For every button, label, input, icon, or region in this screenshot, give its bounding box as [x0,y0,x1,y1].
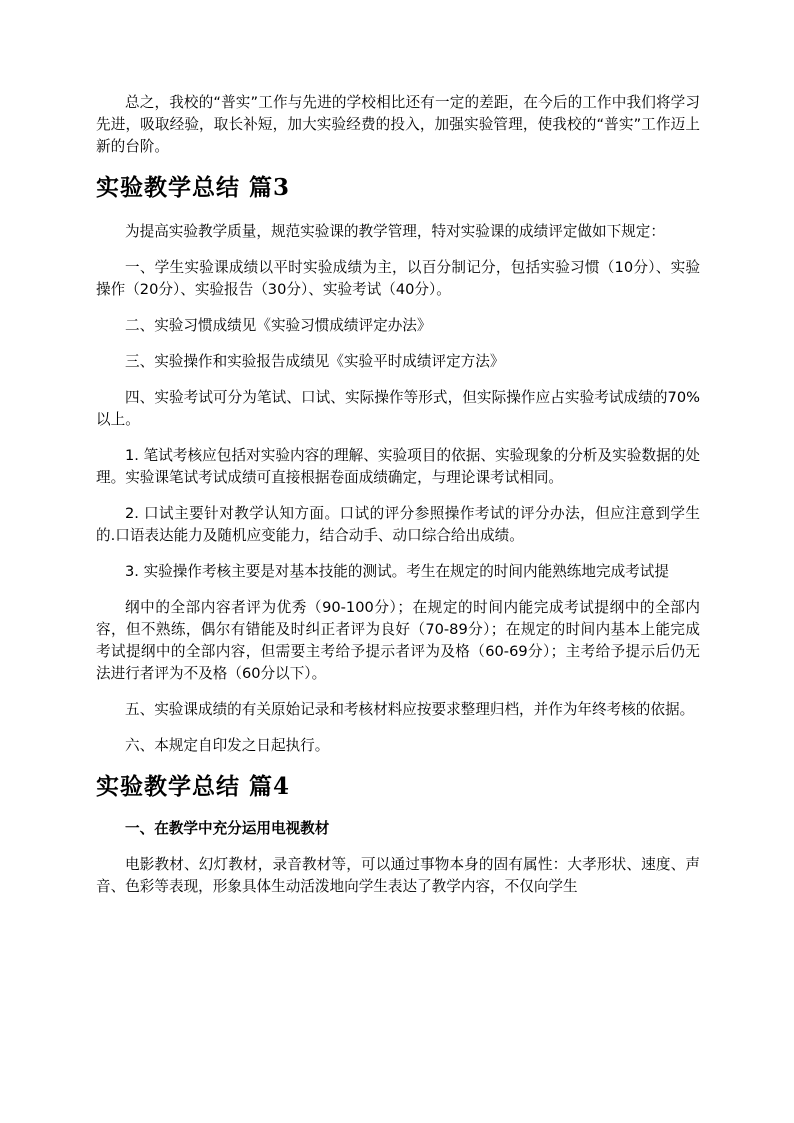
section3-paragraph-2: 一、学生实验课成绩以平时实验成绩为主，以百分制记分，包括实验习惯（10分）、实验操作（20分）、实验报告（30分）、实验考试（40分）。 [96,259,700,298]
document-page [96,92,700,898]
section4-subheading: 一、在教学中充分运用电视教材 [125,820,330,837]
section3-paragraph-6: 1. 笔试考核应包括对实验内容的理解、实验项目的依据、实验现象的分析及实验数据的处理。实验课笔试考试成绩可直接根据卷面成绩确定，与理论课考试相同。 [96,447,700,486]
section-heading-3: 实验教学总结 篇3 [96,174,291,201]
section3-paragraph-10: 五、实验课成绩的有关原始记录和考核材料应按要求整理归档，并作为年终考核的依据。 [125,701,695,718]
section3-paragraph-8: 3. 实验操作考核主要是对基本技能的测试。考生在规定的时间内能熟练地完成考试提 [125,563,669,580]
section3-paragraph-9: 纲中的全部内容者评为优秀（90-100分）；在规定的时间内能完成考试提纲中的全部内容，但不熟练，偶尔有错能及时纠正者评为良好（70-89分）；在规定的时间内基本上能完成考试提纲中的全部内容，但需要主考给予提示者评为及格（60-69分）；主考给予提示后仍无法进行者评为不及格（60分以下）。 [96,599,700,682]
section3-paragraph-3: 二、实验习惯成绩见《实验习惯成绩评定办法》 [125,317,432,334]
section3-paragraph-7: 2. 口试主要针对教学认知方面。口试的评分参照操作考试的评分办法，但应注意到学生的.口语表达能力及随机应变能力，结合动手、动口综合给出成绩。 [96,505,700,544]
section3-paragraph-5: 四、实验考试可分为笔试、口试、实际操作等形式，但实际操作应占实验考试成绩的70%以上。 [96,389,700,428]
section3-paragraph-1: 为提高实验教学质量，规范实验课的教学管理，特对实验课的成绩评定做如下规定： [125,223,665,240]
section3-paragraph-4: 三、实验操作和实验报告成绩见《实验平时成绩评定方法》 [125,353,505,370]
section-heading-4: 实验教学总结 篇4 [96,773,291,800]
intro-paragraph: 总之，我校的“普实”工作与先进的学校相比还有一定的差距，在今后的工作中我们将学习先进，吸取经验，取长补短，加大实验经费的投入，加强实验管理，使我校的“普实”工作迈上新的台阶。 [96,94,700,155]
section3-paragraph-11: 六、本规定自印发之日起执行。 [125,737,330,754]
section4-paragraph-1: 电影教材、幻灯教材，录音教材等，可以通过事物本身的固有属性：大孝形状、速度、声音、色彩等表现，形象具体生动活泼地向学生表达了教学内容，不仅向学生 [96,856,700,895]
